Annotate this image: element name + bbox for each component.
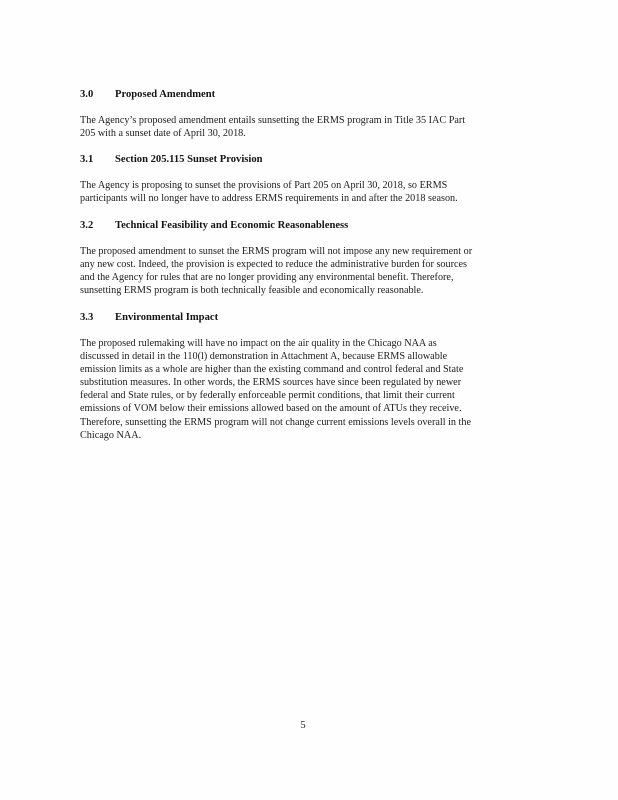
section-number: 3.2 xyxy=(80,220,94,231)
paragraph-line: any new cost. Indeed, the provision is expected to reduce the administrative burden for sources xyxy=(80,259,468,271)
paragraph-line: sunsetting ERMS program is both technically feasible and economically reasonable. xyxy=(80,285,424,297)
section-paragraph xyxy=(80,337,535,442)
paragraph-line: The proposed amendment to sunset the ERMS program will not impose any new requirement or xyxy=(80,246,473,257)
paragraph-line: participants will no longer have to address ERMS requirements in and after the 2018 season. xyxy=(80,193,458,205)
section-heading xyxy=(80,311,535,324)
section-title: Environmental Impact xyxy=(115,312,219,323)
section-heading xyxy=(80,153,535,166)
section-paragraph xyxy=(80,245,535,297)
section-3-2 xyxy=(80,219,535,297)
paragraph-line: The Agency’s proposed amendment entails sunsetting the ERMS program in Title 35 IAC Part xyxy=(80,115,466,126)
paragraph-line: emissions of VOM below their emissions allowed based on the amount of ATUs they receive. xyxy=(80,403,462,415)
section-3-1 xyxy=(80,153,535,205)
section-number: 3.1 xyxy=(80,154,94,165)
paragraph-line: discussed in detail in the 110(l) demonstration in Attachment A, because ERMS allowable xyxy=(80,351,448,363)
section-3-0 xyxy=(80,88,535,140)
section-title: Technical Feasibility and Economic Reasonableness xyxy=(115,220,349,231)
paragraph-line: Chicago NAA. xyxy=(80,429,142,441)
section-heading xyxy=(80,88,535,101)
section-paragraph xyxy=(80,114,535,140)
section-number: 3.0 xyxy=(80,89,94,100)
paragraph-line: emission limits as a whole are higher than the existing command and control federal and State xyxy=(80,364,464,376)
paragraph-line: Therefore, sunsetting the ERMS program will not change current emissions levels overall in the xyxy=(80,416,471,428)
section-title: Section 205.115 Sunset Provision xyxy=(115,154,263,165)
section-title: Proposed Amendment xyxy=(115,89,216,100)
paragraph-line: 205 with a sunset date of April 30, 2018. xyxy=(80,128,246,140)
section-heading xyxy=(80,219,535,232)
page-number: 5 xyxy=(300,720,306,731)
section-3-3 xyxy=(80,311,535,442)
section-number: 3.3 xyxy=(80,312,94,323)
section-paragraph xyxy=(80,179,535,205)
paragraph-line: substitution measures. In other words, the ERMS sources have since been regulated by newer xyxy=(80,377,462,389)
paragraph-line: federal and State rules, or by federally enforceable permit conditions, that limit their current xyxy=(80,390,455,402)
paragraph-line: The Agency is proposing to sunset the provisions of Part 205 on April 30, 2018, so ERMS xyxy=(80,180,448,191)
paragraph-line: and the Agency for rules that are no longer providing any environmental benefit. Therefore, xyxy=(80,272,454,284)
paragraph-line: The proposed rulemaking will have no impact on the air quality in the Chicago NAA as xyxy=(80,338,437,349)
